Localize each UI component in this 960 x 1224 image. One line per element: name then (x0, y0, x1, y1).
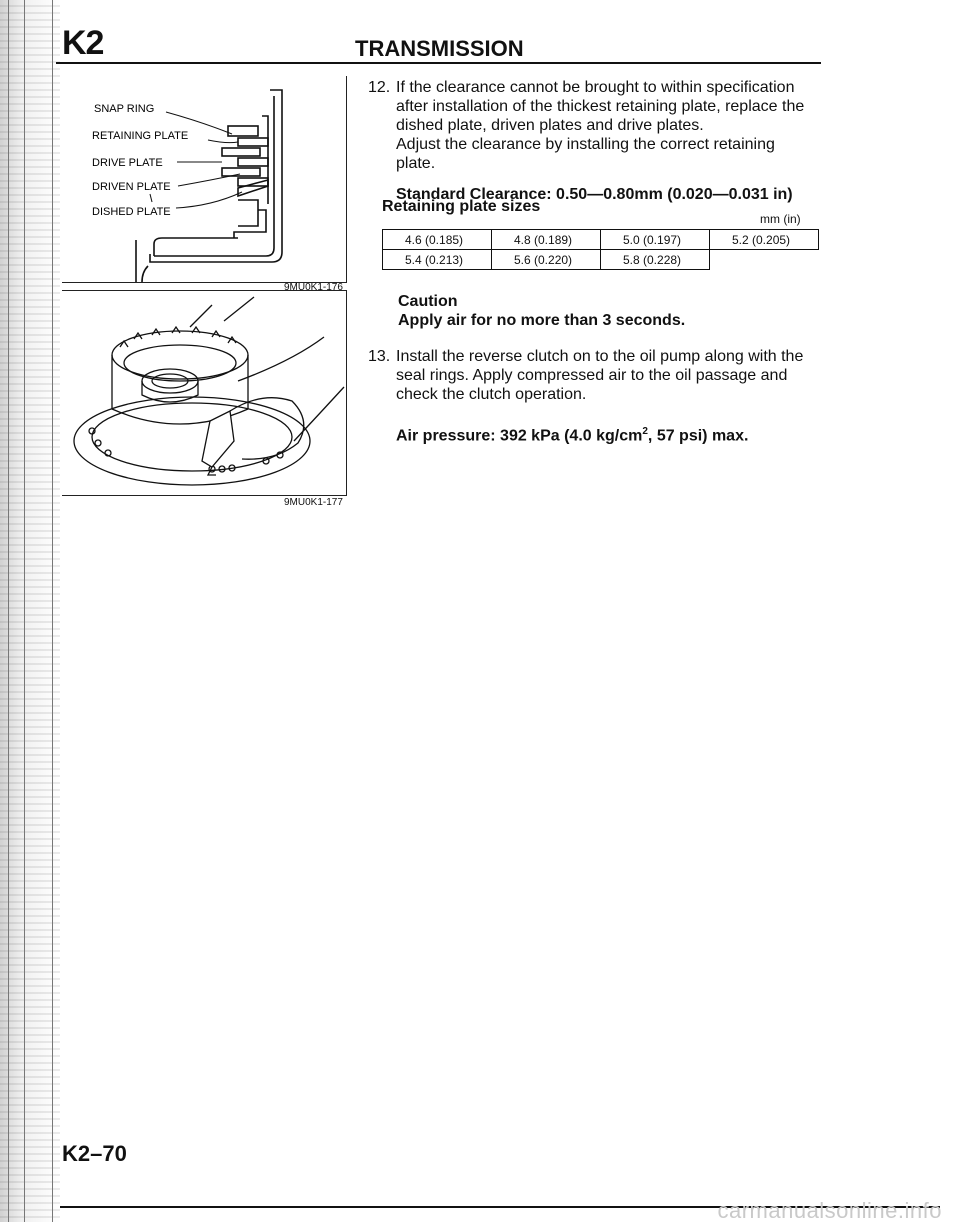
step-number: 12. (368, 79, 391, 96)
table-row (383, 250, 819, 270)
label-retaining-plate: RETAINING PLATE (92, 130, 189, 142)
step-13 (368, 347, 813, 445)
caution-title: Caution (398, 293, 458, 310)
figure-id: 9MU0K1-177 (284, 497, 343, 508)
label-drive-plate: DRIVE PLATE (92, 157, 163, 169)
table-cell: 4.6 (0.185) (383, 230, 492, 250)
air-pressure-spec (396, 422, 813, 445)
step-text: Install the reverse clutch on to the oil pump along with the seal rings. Apply compressed air to the oil passage and check the clutch operation. (396, 348, 804, 403)
table-cell: 5.6 (0.220) (492, 250, 601, 270)
page-number: K2–70 (62, 1141, 127, 1166)
binding-line (52, 0, 53, 1222)
step-text: If the clearance cannot be brought to within specification after installation of the thickest retaining plate, replace the dished plate, driven plates and drive plates. (396, 79, 805, 134)
scan-binding-edge (0, 0, 60, 1222)
table-cell: 5.2 (0.205) (710, 230, 819, 250)
table-cell: 5.0 (0.197) (601, 230, 710, 250)
binding-line (24, 0, 25, 1222)
figure-id: 9MU0K1-176 (284, 282, 343, 293)
binding-line (8, 0, 9, 1222)
standard-clearance-spec: Standard Clearance: 0.50—0.80mm (0.020—0.031 in) (396, 186, 793, 203)
watermark: carmanualsonline.info (717, 1198, 942, 1223)
air-pressure-text: Air pressure: 392 kPa (4.0 kg/cm (396, 427, 643, 445)
section-code: K2 (62, 24, 104, 62)
air-test-illustration (62, 291, 346, 495)
header-rule (56, 62, 821, 64)
table-row (383, 230, 819, 250)
step-12 (368, 78, 813, 204)
units-label: mm (in) (760, 212, 801, 226)
air-pressure-superscript: 2 (642, 426, 648, 437)
table-cell: 4.8 (0.189) (492, 230, 601, 250)
figure-air-test (62, 290, 347, 508)
page-title: TRANSMISSION (355, 36, 524, 61)
clutch-cross-section-diagram (62, 76, 346, 282)
step-text-2: Adjust the clearance by installing the correct retaining plate. (396, 136, 775, 172)
air-pressure-text-end: , 57 psi) max. (647, 427, 749, 445)
label-driven-plate: DRIVEN PLATE (92, 181, 171, 193)
retaining-sizes-title: Retaining plate sizes (382, 198, 541, 215)
table-cell-empty (710, 250, 819, 270)
caution-text: Apply air for no more than 3 seconds. (398, 312, 686, 329)
label-snap-ring: SNAP RING (94, 103, 155, 115)
table-cell: 5.4 (0.213) (383, 250, 492, 270)
figure-clutch-cross-section (62, 76, 347, 293)
label-dished-plate: DISHED PLATE (92, 206, 171, 218)
step-number: 13. (368, 348, 391, 365)
table-cell: 5.8 (0.228) (601, 250, 710, 270)
retaining-plate-sizes-table (382, 229, 819, 270)
